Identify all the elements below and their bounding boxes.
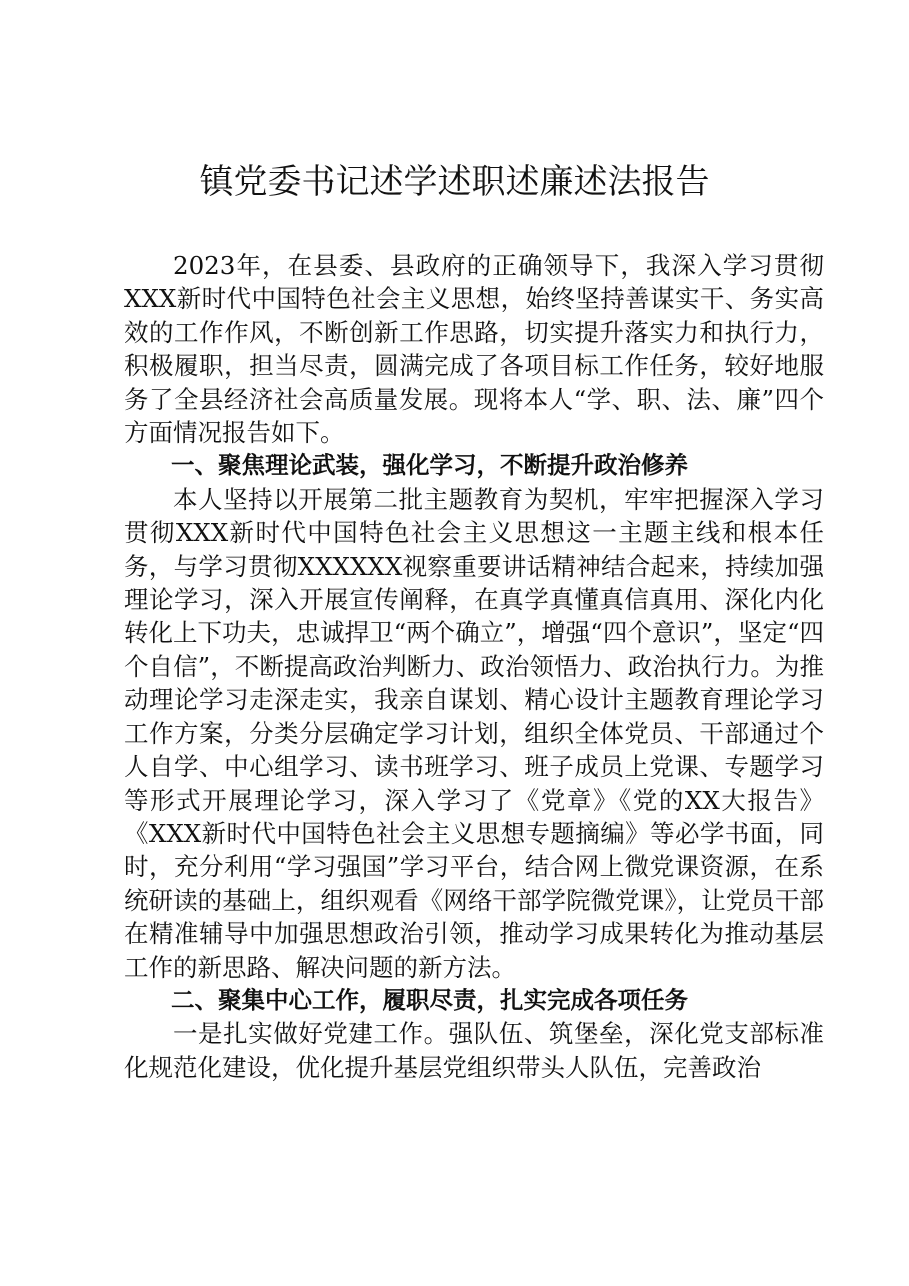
document-title: 镇党委书记述学述职述廉述法报告 (199, 162, 710, 202)
section-heading-1: 一、聚焦理论武装，强化学习，不断提升政治修养 (171, 451, 688, 480)
intro-paragraph: 2023年，在县委、县政府的正确领导下，我深入学习贯彻XXX新时代中国特色社会主义思想，始终坚持善谋实干、务实高效的工作作风，不断创新工作思路，切实提升落实力和执行力，积极履职，担当尽责，圆满完成了各项目标工作任务，较好地服务了全县经济社会高质量发展。现将本人“学、职、法、廉”四个方面情况报告如下。 (124, 251, 824, 448)
section-1-paragraph: 本人坚持以开展第二批主题教育为契机，牢牢把握深入学习贯彻XXX新时代中国特色社会主义思想这一主题主线和根本任务，与学习贯彻XXXXXX视察重要讲话精神结合起来，持续加强理论学习，深入开展宣传阐释，在真学真懂真信真用、深化内化转化上下功夫，忠诚捍卫“两个确立”，增强“四个意识”，坚定“四个自信”，不断提高政治判断力、政治领悟力、政治执行力。为推动理论学习走深走实，我亲自谋划、精心设计主题教育理论学习工作方案，分类分层确定学习计划，组织全体党员、干部通过个人自学、中心组学习、读书班学习、班子成员上党课、专题学习等形式开展理论学习，深入学习了《党章》《党的XX大报告》《XXX新时代中国特色社会主义思想专题摘编》等必学书面，同时，充分利用“学习强国”学习平台，结合网上微党课资源，在系统研读的基础上，组织观看《网络干部学院微党课》，让党员干部在精准辅导中加强思想政治引领，推动学习成果转化为推动基层工作的新思路、解决问题的新方法。 (124, 484, 824, 982)
document-body (124, 249, 824, 1084)
section-2-paragraph: 一是扎实做好党建工作。强队伍、筑堡垒，深化党支部标准化规范化建设，优化提升基层党组织带头人队伍，完善政治 (124, 1019, 824, 1082)
section-heading-2: 二、聚集中心工作，履职尽责，扎实完成各项任务 (171, 985, 688, 1014)
